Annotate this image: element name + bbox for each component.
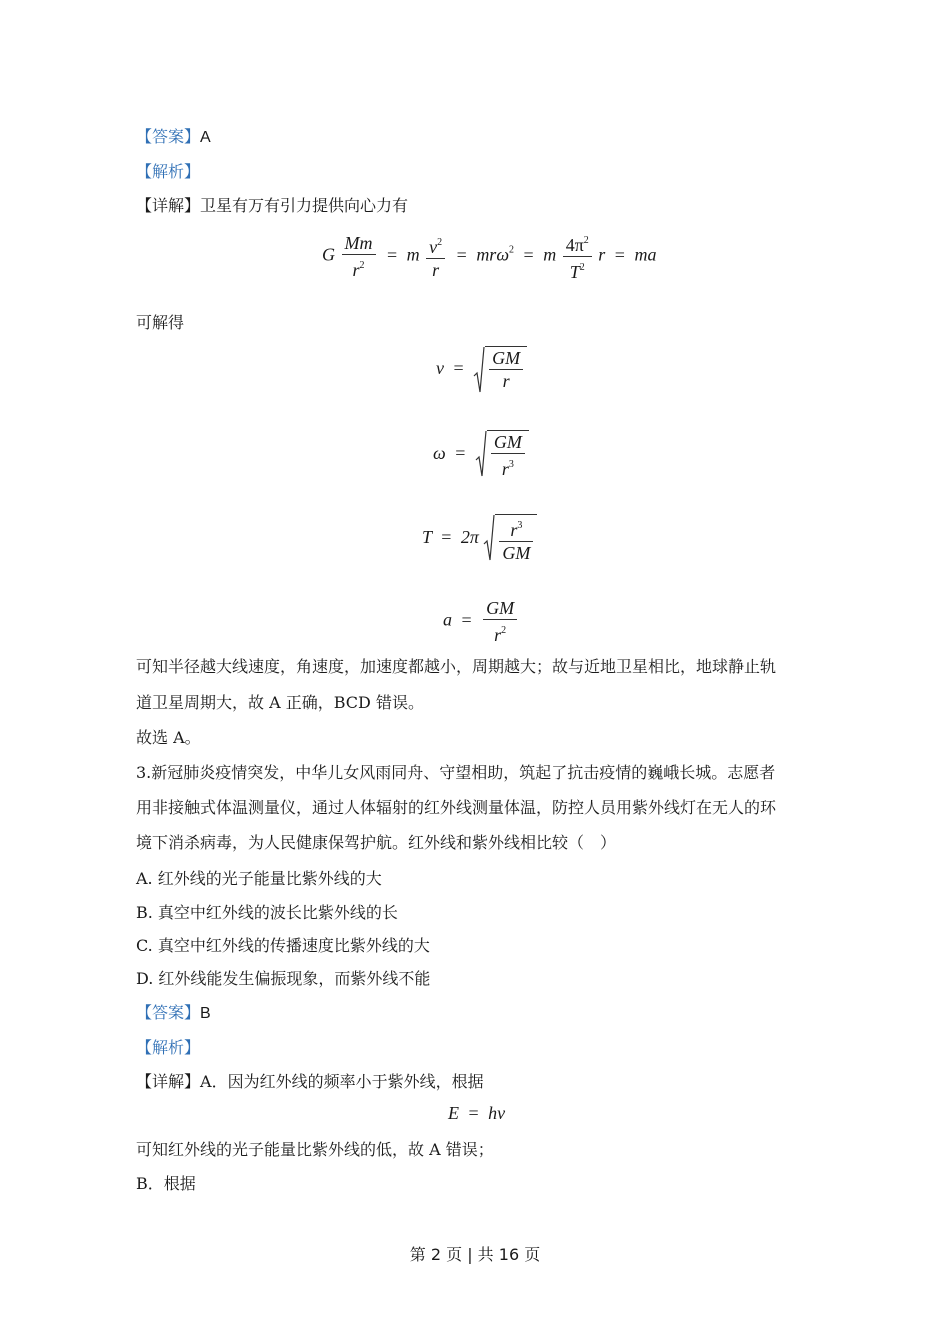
q3-b-line: [136, 1174, 196, 1194]
q3-answer-line: [136, 1003, 211, 1024]
frac-GM-r2: $\frac{GM}{r^2}$: [483, 597, 517, 646]
choose-text: 故选 A。: [136, 728, 201, 747]
answer-tag: 【答案】: [136, 127, 201, 146]
option-c: [136, 936, 430, 956]
detail-line: [136, 196, 408, 216]
frac-4pi2-T2: $\frac{4\pi^2}{T^2}$: [563, 230, 592, 283]
eq-equals: =: [461, 609, 472, 630]
solve-text: 可解得: [136, 313, 185, 332]
eq-E-rhs: hν: [488, 1103, 506, 1123]
conclusion-line-2: [136, 693, 424, 713]
option-d-text: D. 红外线能发生偏振现象，而紫外线不能: [136, 969, 431, 988]
analysis-tag: 【解析】: [136, 162, 201, 181]
option-c-text: C. 真空中红外线的传播速度比紫外线的大: [136, 936, 430, 955]
eq-v-lhs: v: [436, 358, 444, 379]
q3-after-eq-line: [136, 1140, 494, 1160]
option-a-text: A. 红外线的光子能量比紫外线的大: [136, 869, 382, 888]
conclusion-text-1: 可知半径越大线速度，角速度，加速度都越小，周期越大；故与近地卫星相比，地球静止轨: [136, 657, 777, 676]
eq-a-num: GM: [483, 597, 517, 620]
eq-T-den: GM: [502, 543, 531, 563]
solve-line: [136, 313, 184, 333]
photon-energy-equation: [448, 1103, 505, 1124]
eq-Mm: Mm: [342, 232, 376, 255]
frac-Mm-r2: $\frac{Mm}{r^2}$: [342, 232, 376, 281]
q3-detail-text: A．因为红外线的频率小于紫外线，根据: [200, 1072, 484, 1091]
eq-r-den2: r: [432, 260, 440, 280]
q3-stem-line-1: [136, 763, 775, 783]
eq-r-den1: r: [352, 260, 360, 280]
eq-w-lhs: ω: [433, 443, 446, 464]
eq-v: v: [429, 237, 438, 257]
eq-m1: m: [406, 244, 420, 265]
q3-analysis-tag: 【解析】: [136, 1038, 201, 1057]
eq-G: G: [322, 244, 335, 265]
option-b-text: B. 真空中红外线的波长比紫外线的长: [136, 903, 398, 922]
eq-4pi: 4π: [565, 235, 584, 255]
answer-value: A: [200, 129, 211, 146]
angular-velocity-equation: [433, 430, 529, 480]
q3-answer-value: B: [200, 1005, 211, 1022]
sqrt: [473, 346, 527, 394]
q3-detail-tag: 【详解】: [136, 1072, 201, 1091]
detail-text: 卫星有万有引力提供向心力有: [200, 196, 409, 215]
eq-T: T: [569, 262, 580, 282]
eq-equals: =: [441, 527, 452, 548]
eq-equals: =: [456, 244, 467, 265]
q3-after-eq-text: 可知红外线的光子能量比紫外线的低，故 A 错误；: [136, 1140, 494, 1159]
q3-detail-line: [136, 1072, 484, 1092]
eq-w-den: r: [501, 459, 509, 479]
eq-T-num: r: [510, 520, 518, 540]
eq-a-lhs: a: [443, 609, 452, 630]
conclusion-text-2: 道卫星周期大，故 A 正确，BCD 错误。: [136, 693, 424, 712]
q3-stem-line-3: [136, 833, 616, 853]
option-a: [136, 869, 382, 889]
sqrt: $\frac{GM}{r^3}$: [475, 430, 529, 480]
eq-r: r: [598, 244, 606, 265]
period-equation: [422, 514, 537, 564]
eq-equals: =: [614, 244, 625, 265]
analysis-tag-line: [136, 162, 200, 182]
q3-stem-line-2: [136, 798, 776, 818]
eq-equals: =: [387, 244, 398, 265]
eq-T-lhs: T: [422, 527, 432, 548]
detail-tag: 【详解】: [136, 196, 201, 215]
eq-T-coef: 2π: [460, 527, 479, 548]
answer-line: [136, 127, 211, 148]
eq-m2: m: [543, 244, 557, 265]
eq-mrw: mrω: [476, 244, 510, 265]
eq-w-num: GM: [491, 431, 525, 454]
q3-analysis-line: [136, 1038, 200, 1058]
option-d: [136, 969, 430, 989]
gravity-equation: G $\frac{Mm}{r^2}$ = m $\frac{v^2}{r}$ = mrω$^2$ = m $\frac{4\pi^2}{T^2}$ r = ma: [322, 230, 656, 283]
q3-stem-1: 3.新冠肺炎疫情突发，中华儿女风雨同舟、守望相助，筑起了抗击疫情的巍峨长城。志愿者: [136, 763, 776, 782]
velocity-equation: [436, 346, 527, 394]
eq-E-lhs: E: [448, 1103, 459, 1123]
sqrt: $\frac{r^3}{GM}$: [483, 514, 537, 564]
eq-ma: ma: [634, 244, 657, 265]
eq-equals: =: [453, 358, 464, 379]
conclusion-line-1: [136, 657, 776, 677]
q3-stem-2: 用非接触式体温测量仪，通过人体辐射的红外线测量体温，防控人员用紫外线灯在无人的环: [136, 798, 777, 817]
eq-equals: =: [468, 1103, 479, 1123]
frac-v2-r: $\frac{v^2}{r}$: [426, 232, 445, 281]
eq-v-den: r: [502, 371, 510, 391]
option-b: [136, 903, 398, 923]
q3-b-text: B．根据: [136, 1174, 196, 1193]
acceleration-equation: [443, 597, 519, 646]
page-footer: 第 2 页 | 共 16 页: [409, 1245, 541, 1264]
q3-stem-3: 境下消杀病毒，为人民健康保驾护航。红外线和紫外线相比较（ ）: [136, 833, 617, 852]
eq-v-num: GM: [489, 347, 523, 370]
eq-equals: =: [523, 244, 534, 265]
eq-equals: =: [455, 443, 466, 464]
q3-answer-tag: 【答案】: [136, 1003, 201, 1022]
eq-a-den: r: [494, 625, 502, 645]
choose-line: [136, 728, 201, 748]
